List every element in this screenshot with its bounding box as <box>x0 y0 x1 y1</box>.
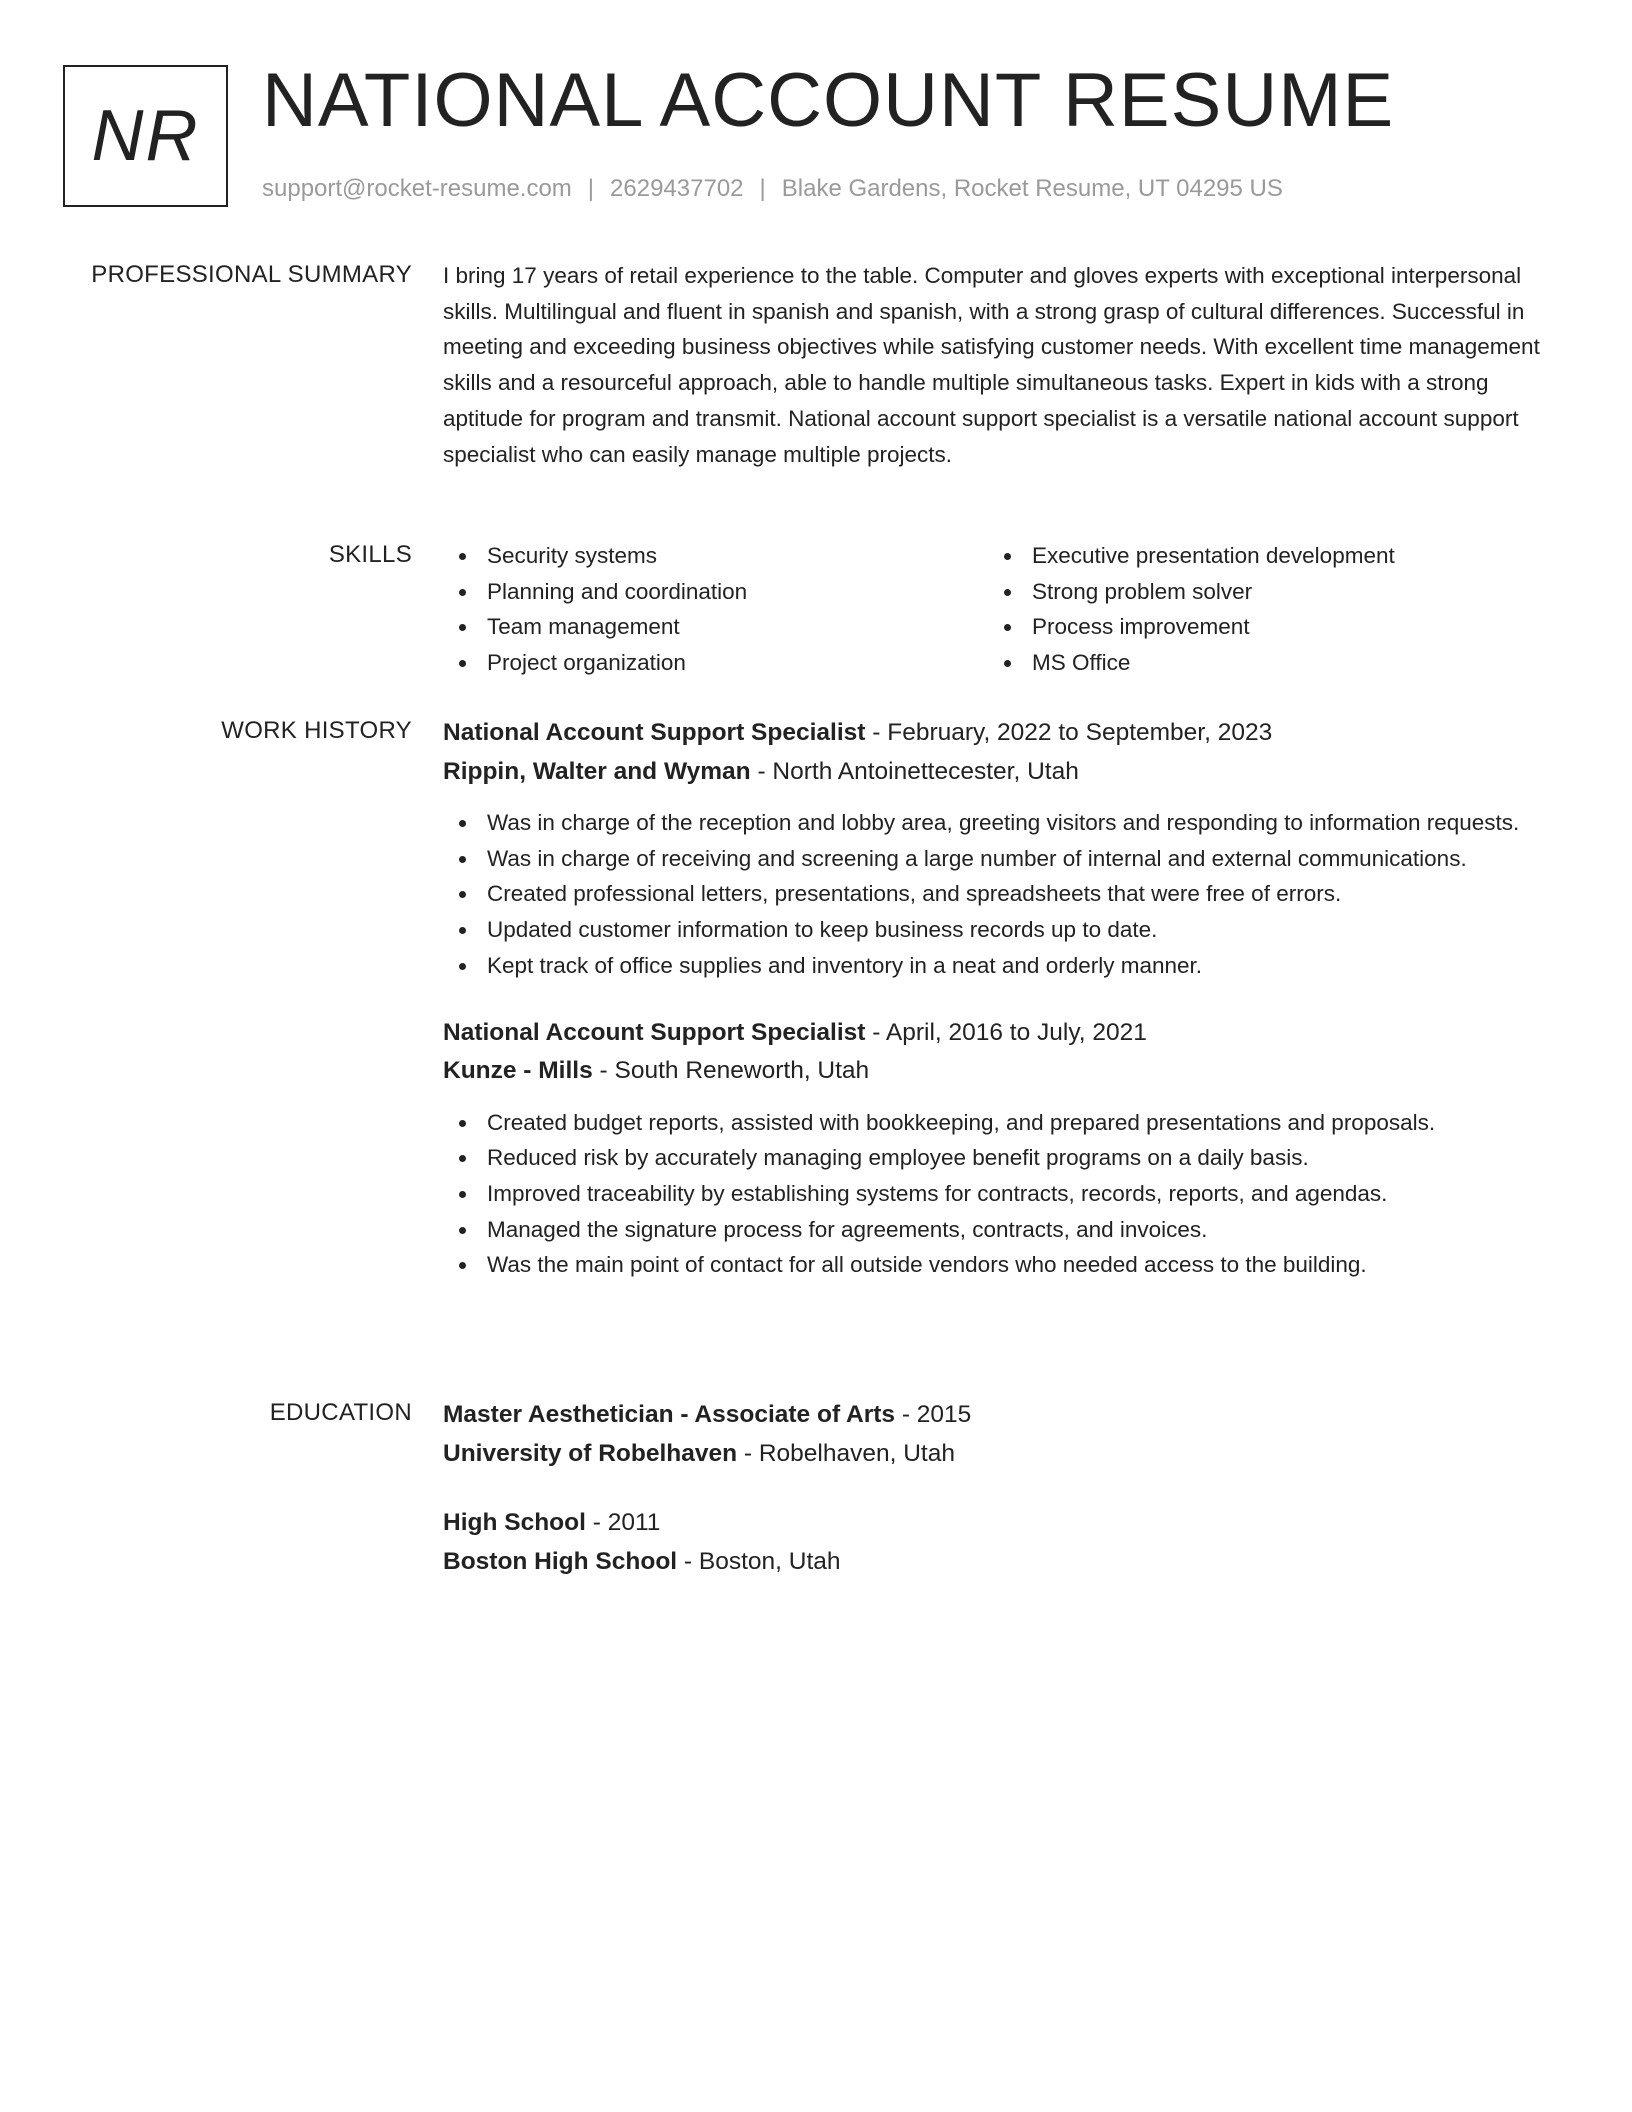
job-title-line <box>443 714 1555 753</box>
job-bullet: Kept track of office supplies and inventory in a neat and orderly manner. <box>443 948 1555 984</box>
job-location: - North Antoinettecester, Utah <box>750 757 1079 785</box>
contact-address: Blake Gardens, Rocket Resume, UT 04295 US <box>781 175 1283 202</box>
work-history-heading: WORK HISTORY <box>221 717 412 744</box>
education-location: - Robelhaven, Utah <box>737 1439 955 1467</box>
skill-item: Strong problem solver <box>988 574 1533 610</box>
job-bullet: Updated customer information to keep business records up to date. <box>443 912 1555 948</box>
education-year: - 2015 <box>895 1401 972 1428</box>
skills-column-left <box>443 538 988 681</box>
summary-text: I bring 17 years of retail experience to the table. Computer and gloves experts with exceptional interpersonal skills. Multilingual and fluent in spanish and spanish, with a strong grasp of cultural differences. Successful in meeting and exceeding business objectives while satisfying customer needs. With excellent time management skills and a resourceful approach, able to handle multiple simultaneous tasks. Expert in kids with a strong aptitude for program and transmit. National account support specialist is a versatile national account support specialist who can easily manage multiple projects. <box>443 263 1540 467</box>
job-company: Rippin, Walter and Wyman <box>443 757 751 785</box>
job-bullet: Reduced risk by accurately managing employee benefit programs on a daily basis. <box>443 1140 1555 1176</box>
job-dates: - April, 2016 to July, 2021 <box>865 1018 1147 1046</box>
education-body <box>443 1396 1555 1581</box>
education-degree: Master Aesthetician - Associate of Arts <box>443 1401 896 1428</box>
education-entry <box>443 1504 1555 1581</box>
job-company-line <box>443 753 1555 792</box>
contact-email[interactable]: support@rocket-resume.com <box>262 175 572 202</box>
skills-heading: SKILLS <box>328 541 412 568</box>
skills-column-right <box>988 538 1533 681</box>
education-heading: EDUCATION <box>269 1399 412 1426</box>
education-school-line <box>443 1543 1555 1582</box>
job-company: Kunze - Mills <box>443 1057 593 1085</box>
education-degree-line <box>443 1396 1555 1435</box>
job-bullet: Was the main point of contact for all outside vendors who needed access to the building. <box>443 1247 1555 1283</box>
work-history-body <box>443 714 1555 1283</box>
skills-grid <box>443 538 1555 681</box>
skill-item: Project organization <box>443 645 988 681</box>
job-title-line <box>443 1014 1555 1053</box>
job-bullet: Was in charge of receiving and screening a large number of internal and external communications. <box>443 841 1555 877</box>
skill-item: Executive presentation development <box>988 538 1533 574</box>
contact-line <box>262 172 1283 206</box>
resume-title: NATIONAL ACCOUNT RESUME <box>262 58 1395 143</box>
summary-body <box>443 258 1555 472</box>
education-school: University of Robelhaven <box>443 1439 738 1467</box>
education-year: - 2011 <box>585 1509 661 1536</box>
education-school: Boston High School <box>443 1547 678 1575</box>
education-entry <box>443 1396 1555 1473</box>
job-title: National Account Support Specialist <box>443 719 866 746</box>
education-school-line <box>443 1435 1555 1474</box>
contact-separator: | <box>759 175 766 202</box>
education-location: - Boston, Utah <box>677 1547 841 1575</box>
job-location: - South Reneworth, Utah <box>592 1057 870 1085</box>
skill-item: Planning and coordination <box>443 574 988 610</box>
job-bullet: Created professional letters, presentations, and spreadsheets that were free of errors. <box>443 876 1555 912</box>
job-title: National Account Support Specialist <box>443 1018 866 1046</box>
education-degree: High School <box>443 1509 586 1536</box>
skill-item: Process improvement <box>988 609 1533 645</box>
contact-phone[interactable]: 2629437702 <box>610 175 744 202</box>
job-bullet: Improved traceability by establishing systems for contracts, records, reports, and agendas. <box>443 1176 1555 1212</box>
job-bullet: Was in charge of the reception and lobby area, greeting visitors and responding to information requests. <box>443 805 1555 841</box>
job-entry <box>443 714 1555 984</box>
skill-item: MS Office <box>988 645 1533 681</box>
job-company-line <box>443 1052 1555 1091</box>
job-entry <box>443 1014 1555 1284</box>
education-degree-line <box>443 1504 1555 1543</box>
skill-item: Team management <box>443 609 988 645</box>
job-bullet: Managed the signature process for agreements, contracts, and invoices. <box>443 1212 1555 1248</box>
monogram-logo: NR <box>63 65 228 207</box>
skills-body <box>443 538 1555 681</box>
job-bullet-list <box>443 1105 1555 1284</box>
job-bullet-list <box>443 805 1555 984</box>
contact-separator: | <box>587 175 595 202</box>
summary-heading: PROFESSIONAL SUMMARY <box>91 261 412 288</box>
job-bullet: Created budget reports, assisted with bookkeeping, and prepared presentations and proposals. <box>443 1105 1555 1141</box>
job-dates: - February, 2022 to September, 2023 <box>865 719 1273 746</box>
skill-item: Security systems <box>443 538 988 574</box>
